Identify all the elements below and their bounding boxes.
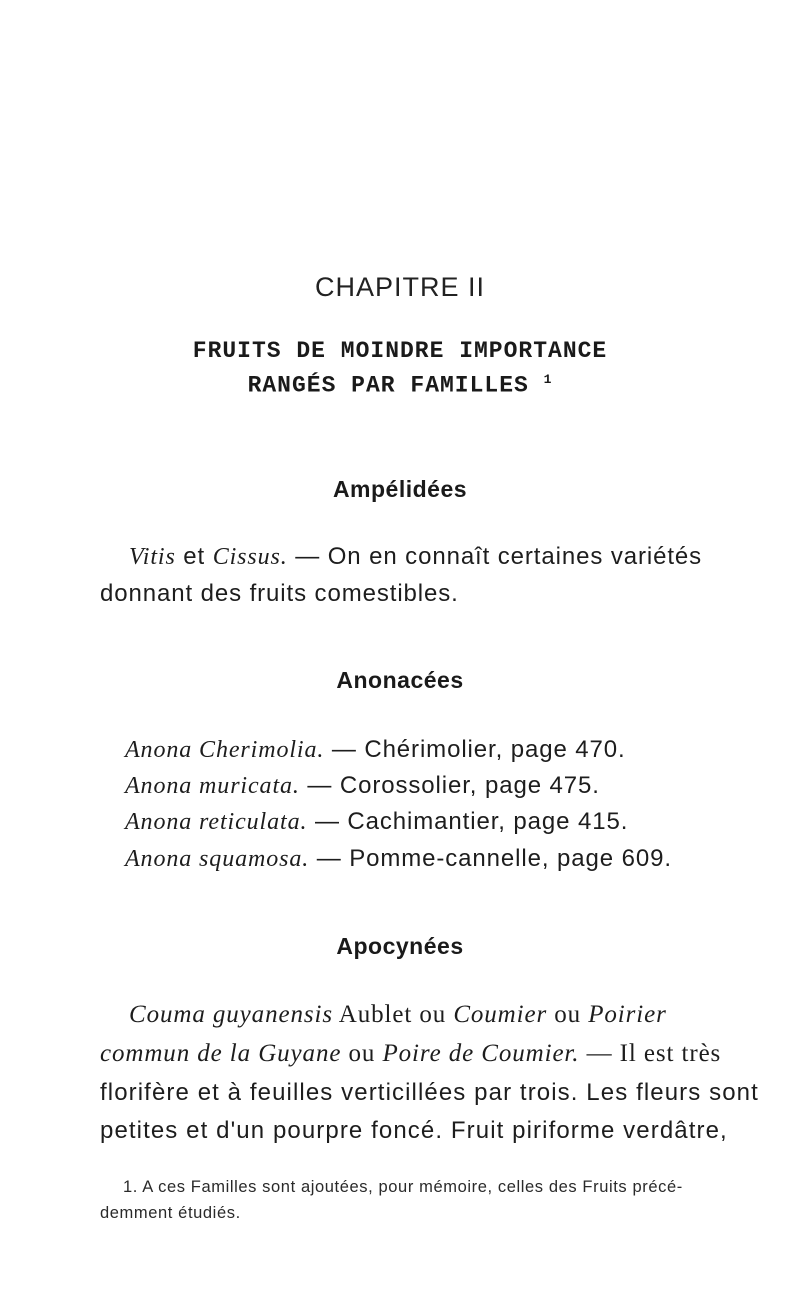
connector-text: ou: [341, 1040, 383, 1067]
description-text: — Il est très: [579, 1040, 722, 1067]
common-name: — Pomme-cannelle, page 609.: [309, 845, 672, 872]
anonacees-entry: [125, 772, 600, 800]
latin-name: Couma guyanensis: [129, 1001, 333, 1028]
common-name: — Cachimantier, page 415.: [307, 808, 629, 835]
apocynees-line-1: [129, 1001, 667, 1029]
chapter-heading: CHAPITRE II: [314, 272, 486, 302]
description-text: — On en connaît certaines variétés: [287, 543, 703, 570]
connector-text: ou: [547, 1001, 589, 1028]
common-name-italic: commun de la Guyane: [100, 1040, 342, 1067]
common-name: — Corossolier, page 475.: [299, 772, 600, 799]
common-name: — Chérimolier, page 470.: [324, 736, 626, 763]
section-heading-apocynees: Apocynées: [336, 933, 464, 959]
latin-genus: Vitis: [129, 544, 176, 570]
latin-name: Anona Cherimolia.: [125, 737, 325, 763]
apocynees-line-2: [100, 1040, 721, 1068]
ampelidees-line-2: donnant des fruits comestibles.: [100, 580, 459, 607]
latin-name: Anona muricata.: [125, 773, 300, 799]
section-heading-ampelidees: Ampélidées: [332, 476, 468, 502]
latin-name: Anona reticulata.: [125, 809, 308, 835]
connector-text: et: [175, 543, 213, 570]
anonacees-entry: [125, 845, 672, 873]
common-name-italic: Coumier: [453, 1001, 548, 1028]
title-line-1: FRUITS DE MOINDRE IMPORTANCE: [192, 338, 608, 364]
footnote-line-1: 1. A ces Familles sont ajoutées, pour mémoire, celles des Fruits précé-: [123, 1178, 683, 1196]
connector-text: Aublet ou: [332, 1001, 454, 1028]
apocynees-line-3: florifère et à feuilles verticillées par trois. Les fleurs sont: [100, 1079, 759, 1106]
section-heading-anonacees: Anonacées: [336, 667, 464, 693]
title-line-2-text: RANGÉS PAR FAMILLES: [247, 372, 529, 399]
common-name-italic: Poirier: [588, 1001, 667, 1028]
common-name-italic: Poire de Coumier.: [382, 1040, 580, 1067]
anonacees-entry: [125, 736, 626, 764]
anonacees-entry: [125, 808, 628, 836]
title-line-2: [0, 372, 800, 399]
footnote-reference: 1: [543, 372, 553, 387]
ampelidees-line-1: [129, 543, 702, 571]
latin-name: Anona squamosa.: [125, 846, 310, 872]
footnote-line-2: demment étudiés.: [100, 1204, 241, 1222]
latin-genus: Cissus.: [212, 544, 288, 570]
apocynees-line-4: petites et d'un pourpre foncé. Fruit piriforme verdâtre,: [100, 1117, 728, 1144]
